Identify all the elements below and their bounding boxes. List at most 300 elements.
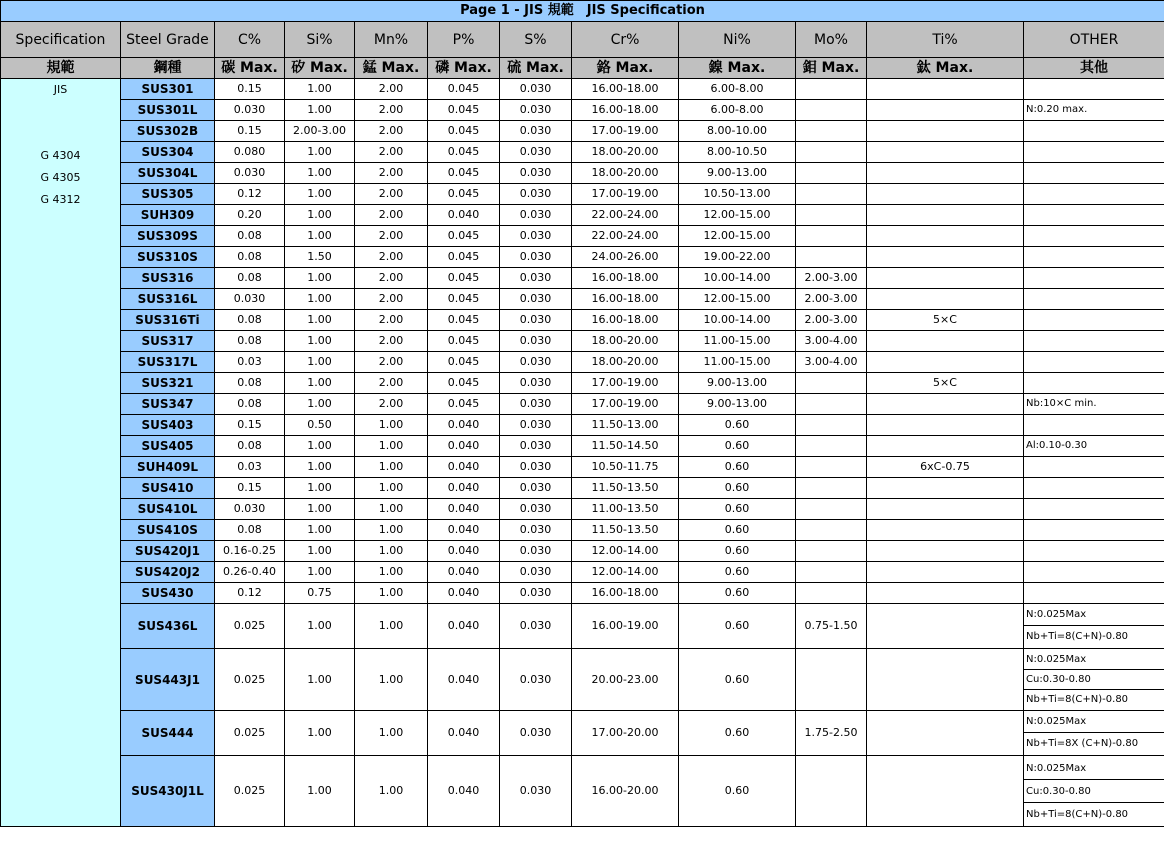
ni-cell: 9.00-13.00 bbox=[679, 394, 796, 415]
spec-label bbox=[1, 101, 120, 123]
mn-cell: 2.00 bbox=[355, 184, 428, 205]
mo-cell: 3.00-4.00 bbox=[796, 352, 867, 373]
c-cell: 0.025 bbox=[215, 756, 285, 827]
other-line: N:0.025Max bbox=[1024, 711, 1164, 733]
table-row bbox=[1, 205, 1164, 226]
c-cell: 0.025 bbox=[215, 711, 285, 756]
subheader-ti: 鈦 Max. bbox=[867, 58, 1024, 79]
subheader-p: 磷 Max. bbox=[428, 58, 500, 79]
mo-cell bbox=[796, 121, 867, 142]
mn-cell: 2.00 bbox=[355, 247, 428, 268]
table-row bbox=[1, 457, 1164, 478]
mo-cell bbox=[796, 163, 867, 184]
ti-cell bbox=[867, 352, 1024, 373]
steel-grade-cell: SUS410 bbox=[121, 478, 215, 499]
cr-cell: 17.00-19.00 bbox=[572, 184, 679, 205]
ni-cell: 12.00-15.00 bbox=[679, 226, 796, 247]
header-cr: Cr% bbox=[572, 22, 679, 58]
ni-cell: 10.00-14.00 bbox=[679, 310, 796, 331]
mo-cell bbox=[796, 499, 867, 520]
p-cell: 0.045 bbox=[428, 268, 500, 289]
p-cell: 0.040 bbox=[428, 583, 500, 604]
ti-cell bbox=[867, 520, 1024, 541]
s-cell: 0.030 bbox=[500, 331, 572, 352]
mn-cell: 1.00 bbox=[355, 478, 428, 499]
ti-cell bbox=[867, 121, 1024, 142]
ni-cell: 6.00-8.00 bbox=[679, 79, 796, 100]
ni-cell: 0.60 bbox=[679, 520, 796, 541]
p-cell: 0.045 bbox=[428, 100, 500, 121]
ti-cell bbox=[867, 756, 1024, 827]
si-cell: 2.00-3.00 bbox=[285, 121, 355, 142]
other-cell bbox=[1024, 604, 1164, 649]
steel-grade-cell: SUS321 bbox=[121, 373, 215, 394]
c-cell: 0.15 bbox=[215, 121, 285, 142]
other-line: N:0.025Max bbox=[1024, 604, 1164, 626]
ti-cell: 6xC-0.75 bbox=[867, 457, 1024, 478]
si-cell: 1.00 bbox=[285, 562, 355, 583]
steel-grade-cell: SUS317 bbox=[121, 331, 215, 352]
steel-grade-cell: SUS410S bbox=[121, 520, 215, 541]
mn-cell: 1.00 bbox=[355, 499, 428, 520]
si-cell: 1.00 bbox=[285, 289, 355, 310]
mn-cell: 2.00 bbox=[355, 352, 428, 373]
ti-cell: 5×C bbox=[867, 310, 1024, 331]
mo-cell bbox=[796, 247, 867, 268]
header-mo: Mo% bbox=[796, 22, 867, 58]
cr-cell: 16.00-20.00 bbox=[572, 756, 679, 827]
cr-cell: 17.00-19.00 bbox=[572, 373, 679, 394]
c-cell: 0.08 bbox=[215, 394, 285, 415]
ti-cell bbox=[867, 649, 1024, 711]
s-cell: 0.030 bbox=[500, 541, 572, 562]
s-cell: 0.030 bbox=[500, 184, 572, 205]
mn-cell: 1.00 bbox=[355, 649, 428, 711]
spec-label: G 4312 bbox=[40, 193, 81, 206]
table-row bbox=[1, 649, 1164, 711]
mo-cell bbox=[796, 79, 867, 100]
c-cell: 0.08 bbox=[215, 226, 285, 247]
mn-cell: 2.00 bbox=[355, 121, 428, 142]
ti-cell bbox=[867, 394, 1024, 415]
ti-cell: 5×C bbox=[867, 373, 1024, 394]
subheader-cr: 鉻 Max. bbox=[572, 58, 679, 79]
ti-cell bbox=[867, 163, 1024, 184]
mn-cell: 2.00 bbox=[355, 163, 428, 184]
other-cell bbox=[1024, 541, 1164, 562]
s-cell: 0.030 bbox=[500, 121, 572, 142]
ni-cell: 10.00-14.00 bbox=[679, 268, 796, 289]
other-cell bbox=[1024, 711, 1164, 756]
p-cell: 0.040 bbox=[428, 478, 500, 499]
mo-cell: 2.00-3.00 bbox=[796, 268, 867, 289]
p-cell: 0.045 bbox=[428, 394, 500, 415]
ti-cell bbox=[867, 562, 1024, 583]
steel-grade-cell: SUS316L bbox=[121, 289, 215, 310]
other-cell bbox=[1024, 163, 1164, 184]
other-cell bbox=[1024, 310, 1164, 331]
other-cell bbox=[1024, 373, 1164, 394]
mo-cell bbox=[796, 520, 867, 541]
s-cell: 0.030 bbox=[500, 289, 572, 310]
steel-grade-cell: SUH409L bbox=[121, 457, 215, 478]
s-cell: 0.030 bbox=[500, 247, 572, 268]
cr-cell: 16.00-18.00 bbox=[572, 100, 679, 121]
cr-cell: 16.00-19.00 bbox=[572, 604, 679, 649]
mo-cell bbox=[796, 415, 867, 436]
other-cell bbox=[1024, 79, 1164, 100]
cr-cell: 18.00-20.00 bbox=[572, 352, 679, 373]
mn-cell: 1.00 bbox=[355, 520, 428, 541]
s-cell: 0.030 bbox=[500, 310, 572, 331]
ti-cell bbox=[867, 79, 1024, 100]
other-line: N:0.025Max bbox=[1024, 650, 1164, 670]
si-cell: 1.00 bbox=[285, 457, 355, 478]
c-cell: 0.15 bbox=[215, 478, 285, 499]
steel-grade-cell: SUS405 bbox=[121, 436, 215, 457]
mn-cell: 2.00 bbox=[355, 310, 428, 331]
steel-grade-cell: SUS420J1 bbox=[121, 541, 215, 562]
ni-cell: 0.60 bbox=[679, 541, 796, 562]
si-cell: 1.00 bbox=[285, 711, 355, 756]
ni-cell: 12.00-15.00 bbox=[679, 205, 796, 226]
si-cell: 1.00 bbox=[285, 499, 355, 520]
mo-cell bbox=[796, 205, 867, 226]
subheader-mo: 鉬 Max. bbox=[796, 58, 867, 79]
subheader-si: 矽 Max. bbox=[285, 58, 355, 79]
s-cell: 0.030 bbox=[500, 583, 572, 604]
other-cell bbox=[1024, 499, 1164, 520]
c-cell: 0.08 bbox=[215, 268, 285, 289]
header-ti: Ti% bbox=[867, 22, 1024, 58]
header-ni: Ni% bbox=[679, 22, 796, 58]
header-steel-grade: Steel Grade bbox=[121, 22, 215, 58]
cr-cell: 12.00-14.00 bbox=[572, 562, 679, 583]
subheader-c: 碳 Max. bbox=[215, 58, 285, 79]
table-row bbox=[1, 583, 1164, 604]
ti-cell bbox=[867, 415, 1024, 436]
cr-cell: 17.00-19.00 bbox=[572, 394, 679, 415]
ti-cell bbox=[867, 436, 1024, 457]
ti-cell bbox=[867, 247, 1024, 268]
cr-cell: 22.00-24.00 bbox=[572, 205, 679, 226]
p-cell: 0.040 bbox=[428, 499, 500, 520]
spec-label bbox=[1, 123, 120, 145]
mo-cell: 2.00-3.00 bbox=[796, 289, 867, 310]
other-line: Nb+Ti=8(C+N)-0.80 bbox=[1026, 631, 1129, 642]
p-cell: 0.045 bbox=[428, 373, 500, 394]
cr-cell: 11.50-13.50 bbox=[572, 478, 679, 499]
ni-cell: 0.60 bbox=[679, 583, 796, 604]
other-cell bbox=[1024, 226, 1164, 247]
si-cell: 1.00 bbox=[285, 310, 355, 331]
p-cell: 0.040 bbox=[428, 541, 500, 562]
p-cell: 0.040 bbox=[428, 604, 500, 649]
c-cell: 0.030 bbox=[215, 163, 285, 184]
s-cell: 0.030 bbox=[500, 415, 572, 436]
cr-cell: 11.50-13.00 bbox=[572, 415, 679, 436]
other-cell: N:0.20 max. bbox=[1024, 100, 1164, 121]
other-line: Nb+Ti=8X (C+N)-0.80 bbox=[1026, 738, 1139, 749]
ni-cell: 8.00-10.00 bbox=[679, 121, 796, 142]
other-cell bbox=[1024, 457, 1164, 478]
table-row bbox=[1, 289, 1164, 310]
table-row bbox=[1, 541, 1164, 562]
si-cell: 1.00 bbox=[285, 79, 355, 100]
header-mn: Mn% bbox=[355, 22, 428, 58]
spec-label: G 4304 bbox=[40, 149, 81, 162]
ni-cell: 11.00-15.00 bbox=[679, 331, 796, 352]
other-cell bbox=[1024, 142, 1164, 163]
cr-cell: 17.00-20.00 bbox=[572, 711, 679, 756]
table-row bbox=[1, 226, 1164, 247]
c-cell: 0.03 bbox=[215, 457, 285, 478]
c-cell: 0.15 bbox=[215, 415, 285, 436]
mo-cell bbox=[796, 649, 867, 711]
other-cell: Al:0.10-0.30 bbox=[1024, 436, 1164, 457]
p-cell: 0.045 bbox=[428, 352, 500, 373]
ti-cell bbox=[867, 142, 1024, 163]
si-cell: 1.00 bbox=[285, 142, 355, 163]
ti-cell bbox=[867, 184, 1024, 205]
p-cell: 0.045 bbox=[428, 310, 500, 331]
p-cell: 0.045 bbox=[428, 226, 500, 247]
cr-cell: 16.00-18.00 bbox=[572, 268, 679, 289]
c-cell: 0.08 bbox=[215, 247, 285, 268]
other-cell bbox=[1024, 562, 1164, 583]
mn-cell: 1.00 bbox=[355, 604, 428, 649]
steel-grade-cell: SUS316Ti bbox=[121, 310, 215, 331]
steel-grade-cell: SUS301 bbox=[121, 79, 215, 100]
steel-grade-cell: SUS436L bbox=[121, 604, 215, 649]
cr-cell: 22.00-24.00 bbox=[572, 226, 679, 247]
si-cell: 1.00 bbox=[285, 163, 355, 184]
mn-cell: 2.00 bbox=[355, 142, 428, 163]
c-cell: 0.08 bbox=[215, 373, 285, 394]
table-row bbox=[1, 79, 1164, 100]
table-row bbox=[1, 756, 1164, 827]
table-row bbox=[1, 142, 1164, 163]
ti-cell bbox=[867, 226, 1024, 247]
subheader-specification: 規範 bbox=[1, 58, 121, 79]
ni-cell: 0.60 bbox=[679, 457, 796, 478]
other-cell bbox=[1024, 205, 1164, 226]
table-row bbox=[1, 711, 1164, 756]
ni-cell: 9.00-13.00 bbox=[679, 373, 796, 394]
s-cell: 0.030 bbox=[500, 478, 572, 499]
other-cell bbox=[1024, 184, 1164, 205]
mo-cell bbox=[796, 541, 867, 562]
other-cell bbox=[1024, 268, 1164, 289]
ni-cell: 0.60 bbox=[679, 604, 796, 649]
table-row bbox=[1, 163, 1164, 184]
ti-cell bbox=[867, 268, 1024, 289]
p-cell: 0.045 bbox=[428, 289, 500, 310]
ti-cell bbox=[867, 711, 1024, 756]
cr-cell: 12.00-14.00 bbox=[572, 541, 679, 562]
mn-cell: 2.00 bbox=[355, 331, 428, 352]
p-cell: 0.045 bbox=[428, 121, 500, 142]
si-cell: 1.00 bbox=[285, 352, 355, 373]
ni-cell: 0.60 bbox=[679, 756, 796, 827]
s-cell: 0.030 bbox=[500, 394, 572, 415]
si-cell: 1.00 bbox=[285, 541, 355, 562]
ni-cell: 11.00-15.00 bbox=[679, 352, 796, 373]
table-row bbox=[1, 604, 1164, 649]
other-cell bbox=[1024, 331, 1164, 352]
s-cell: 0.030 bbox=[500, 268, 572, 289]
other-line: Nb+Ti=8(C+N)-0.80 bbox=[1026, 693, 1129, 705]
mo-cell bbox=[796, 100, 867, 121]
c-cell: 0.08 bbox=[215, 310, 285, 331]
si-cell: 1.00 bbox=[285, 649, 355, 711]
ti-cell bbox=[867, 289, 1024, 310]
c-cell: 0.03 bbox=[215, 352, 285, 373]
subheader-steel-grade: 鋼種 bbox=[121, 58, 215, 79]
c-cell: 0.08 bbox=[215, 436, 285, 457]
cr-cell: 10.50-11.75 bbox=[572, 457, 679, 478]
ti-cell bbox=[867, 541, 1024, 562]
mn-cell: 1.00 bbox=[355, 711, 428, 756]
table-row bbox=[1, 436, 1164, 457]
steel-grade-cell: SUS430 bbox=[121, 583, 215, 604]
s-cell: 0.030 bbox=[500, 79, 572, 100]
si-cell: 1.00 bbox=[285, 478, 355, 499]
other-cell bbox=[1024, 583, 1164, 604]
c-cell: 0.080 bbox=[215, 142, 285, 163]
mn-cell: 1.00 bbox=[355, 436, 428, 457]
table-row bbox=[1, 310, 1164, 331]
table-row bbox=[1, 352, 1164, 373]
cr-cell: 11.50-14.50 bbox=[572, 436, 679, 457]
p-cell: 0.045 bbox=[428, 331, 500, 352]
si-cell: 1.00 bbox=[285, 436, 355, 457]
p-cell: 0.040 bbox=[428, 205, 500, 226]
si-cell: 1.00 bbox=[285, 226, 355, 247]
header-s: S% bbox=[500, 22, 572, 58]
cr-cell: 11.50-13.50 bbox=[572, 520, 679, 541]
mn-cell: 2.00 bbox=[355, 226, 428, 247]
p-cell: 0.040 bbox=[428, 415, 500, 436]
c-cell: 0.025 bbox=[215, 649, 285, 711]
steel-grade-cell: SUS444 bbox=[121, 711, 215, 756]
c-cell: 0.08 bbox=[215, 520, 285, 541]
table-row bbox=[1, 394, 1164, 415]
ni-cell: 10.50-13.00 bbox=[679, 184, 796, 205]
other-line: N:0.025Max bbox=[1024, 757, 1164, 780]
steel-grade-cell: SUS310S bbox=[121, 247, 215, 268]
mo-cell bbox=[796, 562, 867, 583]
ni-cell: 0.60 bbox=[679, 478, 796, 499]
mn-cell: 2.00 bbox=[355, 79, 428, 100]
other-line: Cu:0.30-0.80 bbox=[1024, 670, 1164, 690]
mn-cell: 2.00 bbox=[355, 289, 428, 310]
ni-cell: 19.00-22.00 bbox=[679, 247, 796, 268]
mo-cell: 0.75-1.50 bbox=[796, 604, 867, 649]
other-cell bbox=[1024, 352, 1164, 373]
si-cell: 1.00 bbox=[285, 394, 355, 415]
subheader-mn: 錳 Max. bbox=[355, 58, 428, 79]
other-cell: Nb:10×C min. bbox=[1024, 394, 1164, 415]
ni-cell: 0.60 bbox=[679, 649, 796, 711]
table-row bbox=[1, 121, 1164, 142]
cr-cell: 16.00-18.00 bbox=[572, 79, 679, 100]
steel-grade-cell: SUS403 bbox=[121, 415, 215, 436]
mn-cell: 1.00 bbox=[355, 541, 428, 562]
table-row bbox=[1, 415, 1164, 436]
ti-cell bbox=[867, 205, 1024, 226]
mn-cell: 1.00 bbox=[355, 415, 428, 436]
p-cell: 0.040 bbox=[428, 649, 500, 711]
table-row bbox=[1, 520, 1164, 541]
other-cell bbox=[1024, 756, 1164, 827]
s-cell: 0.030 bbox=[500, 352, 572, 373]
c-cell: 0.20 bbox=[215, 205, 285, 226]
mo-cell: 2.00-3.00 bbox=[796, 310, 867, 331]
cr-cell: 20.00-23.00 bbox=[572, 649, 679, 711]
ni-cell: 0.60 bbox=[679, 562, 796, 583]
mn-cell: 2.00 bbox=[355, 205, 428, 226]
p-cell: 0.045 bbox=[428, 247, 500, 268]
p-cell: 0.045 bbox=[428, 79, 500, 100]
ti-cell bbox=[867, 583, 1024, 604]
si-cell: 1.00 bbox=[285, 184, 355, 205]
s-cell: 0.030 bbox=[500, 562, 572, 583]
mn-cell: 2.00 bbox=[355, 394, 428, 415]
steel-grade-cell: SUS347 bbox=[121, 394, 215, 415]
spec-label: G 4305 bbox=[40, 171, 81, 184]
ti-cell bbox=[867, 499, 1024, 520]
si-cell: 1.00 bbox=[285, 373, 355, 394]
p-cell: 0.040 bbox=[428, 436, 500, 457]
header-si: Si% bbox=[285, 22, 355, 58]
ti-cell bbox=[867, 604, 1024, 649]
s-cell: 0.030 bbox=[500, 100, 572, 121]
p-cell: 0.040 bbox=[428, 457, 500, 478]
steel-grade-cell: SUS304 bbox=[121, 142, 215, 163]
steel-grade-cell: SUS410L bbox=[121, 499, 215, 520]
mo-cell bbox=[796, 394, 867, 415]
spec-label: JIS bbox=[53, 83, 68, 96]
other-cell bbox=[1024, 415, 1164, 436]
other-line: Nb+Ti=8(C+N)-0.80 bbox=[1026, 808, 1129, 820]
mn-cell: 1.00 bbox=[355, 457, 428, 478]
c-cell: 0.26-0.40 bbox=[215, 562, 285, 583]
s-cell: 0.030 bbox=[500, 499, 572, 520]
mo-cell bbox=[796, 478, 867, 499]
c-cell: 0.12 bbox=[215, 184, 285, 205]
table-title: Page 1 - JIS 規範 JIS Specification bbox=[1, 1, 1164, 22]
cr-cell: 18.00-20.00 bbox=[572, 163, 679, 184]
p-cell: 0.045 bbox=[428, 163, 500, 184]
cr-cell: 16.00-18.00 bbox=[572, 583, 679, 604]
s-cell: 0.030 bbox=[500, 226, 572, 247]
si-cell: 1.00 bbox=[285, 756, 355, 827]
cr-cell: 24.00-26.00 bbox=[572, 247, 679, 268]
p-cell: 0.040 bbox=[428, 756, 500, 827]
mo-cell: 3.00-4.00 bbox=[796, 331, 867, 352]
mo-cell bbox=[796, 457, 867, 478]
cr-cell: 16.00-18.00 bbox=[572, 310, 679, 331]
mo-cell bbox=[796, 583, 867, 604]
s-cell: 0.030 bbox=[500, 436, 572, 457]
p-cell: 0.040 bbox=[428, 562, 500, 583]
c-cell: 0.12 bbox=[215, 583, 285, 604]
si-cell: 0.75 bbox=[285, 583, 355, 604]
c-cell: 0.030 bbox=[215, 100, 285, 121]
mn-cell: 2.00 bbox=[355, 373, 428, 394]
table-row bbox=[1, 184, 1164, 205]
